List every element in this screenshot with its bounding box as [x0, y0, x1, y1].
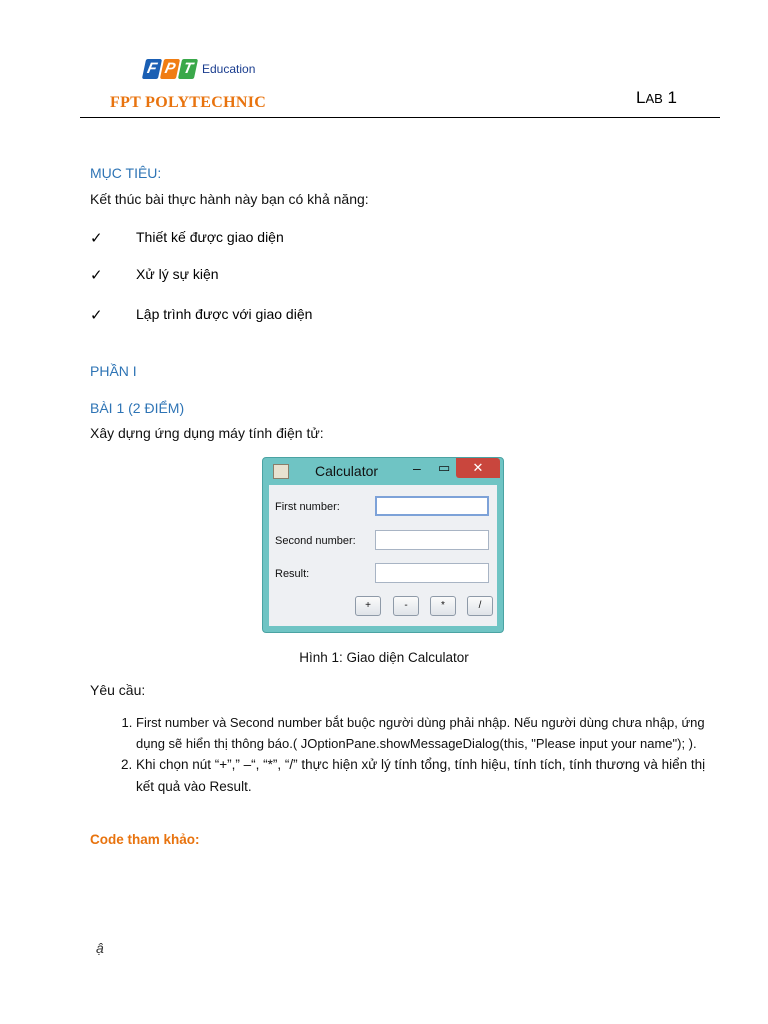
- objective-item: [90, 306, 312, 324]
- checkmark-icon: ✓: [90, 230, 103, 247]
- header-divider: [80, 117, 720, 118]
- result-input[interactable]: [375, 563, 489, 583]
- add-button[interactable]: +: [355, 596, 381, 616]
- calculator-window: [262, 457, 504, 633]
- close-icon[interactable]: ✕: [456, 458, 500, 478]
- lab-prefix: L: [636, 88, 646, 107]
- calculator-title: Calculator: [315, 463, 379, 479]
- objective-text: Thiết kế được giao diện: [136, 229, 284, 245]
- school-name: FPT POLYTECHNIC: [110, 94, 267, 111]
- exercise-intro: Xây dựng ứng dụng máy tính điện tử:: [90, 425, 324, 441]
- result-label: Result:: [275, 568, 310, 580]
- footer-mark: ậ: [96, 940, 104, 956]
- calculator-content: [269, 485, 497, 626]
- requirements-heading: Yêu cầu:: [90, 682, 146, 698]
- lab-title: [636, 88, 677, 108]
- objective-item: [90, 266, 219, 284]
- requirement-item: 1. First number và Second number bắt buộc người dùng phải nhập. Nếu người dùng chưa nhập, ứng dụng sẽ hiển thị thông báo.( JOptionPane.showMessageDialog(this, "Please input your name"); ).: [136, 712, 726, 754]
- requirement-item: 2. Khi chọn nút “+”,” –“, “*”, “/” thực hiện xử lý tính tổng, tính hiệu, tính tích, tính thương và hiển thị kết quả vào Result.: [136, 754, 726, 798]
- logo-education-text: Education: [202, 62, 256, 76]
- calculator-titlebar: [263, 458, 503, 484]
- first-number-input[interactable]: [375, 496, 489, 516]
- lab-small-caps: AB: [645, 91, 663, 106]
- requirements-list: [90, 712, 726, 798]
- divide-button[interactable]: /: [467, 596, 493, 616]
- objectives-heading: MỤC TIÊU:: [90, 165, 162, 181]
- objective-text: Xử lý sự kiện: [136, 266, 219, 282]
- objective-text: Lập trình được với giao diện: [136, 306, 313, 322]
- lab-number: 1: [662, 88, 677, 107]
- second-number-label: Second number:: [275, 535, 356, 547]
- part-heading: PHẦN I: [90, 363, 137, 379]
- second-number-input[interactable]: [375, 530, 489, 550]
- checkmark-icon: ✓: [90, 267, 103, 284]
- subtract-button[interactable]: -: [393, 596, 419, 616]
- checkmark-icon: ✓: [90, 307, 103, 324]
- objectives-intro: Kết thúc bài thực hành này bạn có khả năng:: [90, 191, 369, 207]
- logo-letter-t: T: [178, 59, 198, 79]
- exercise-heading: BÀI 1 (2 ĐIỂM): [90, 400, 185, 416]
- first-number-label: First number:: [275, 501, 340, 513]
- objective-item: [90, 229, 284, 247]
- fpt-education-logo: [144, 56, 255, 82]
- logo-letter-p: P: [160, 59, 180, 79]
- logo-letter-f: F: [142, 59, 162, 79]
- java-app-icon: [273, 464, 289, 479]
- maximize-icon[interactable]: ▭: [438, 460, 451, 475]
- multiply-button[interactable]: *: [430, 596, 456, 616]
- code-reference-heading: Code tham khảo:: [90, 832, 200, 847]
- minimize-icon[interactable]: –: [413, 460, 421, 476]
- figure-caption: Hình 1: Giao diện Calculator: [299, 650, 469, 665]
